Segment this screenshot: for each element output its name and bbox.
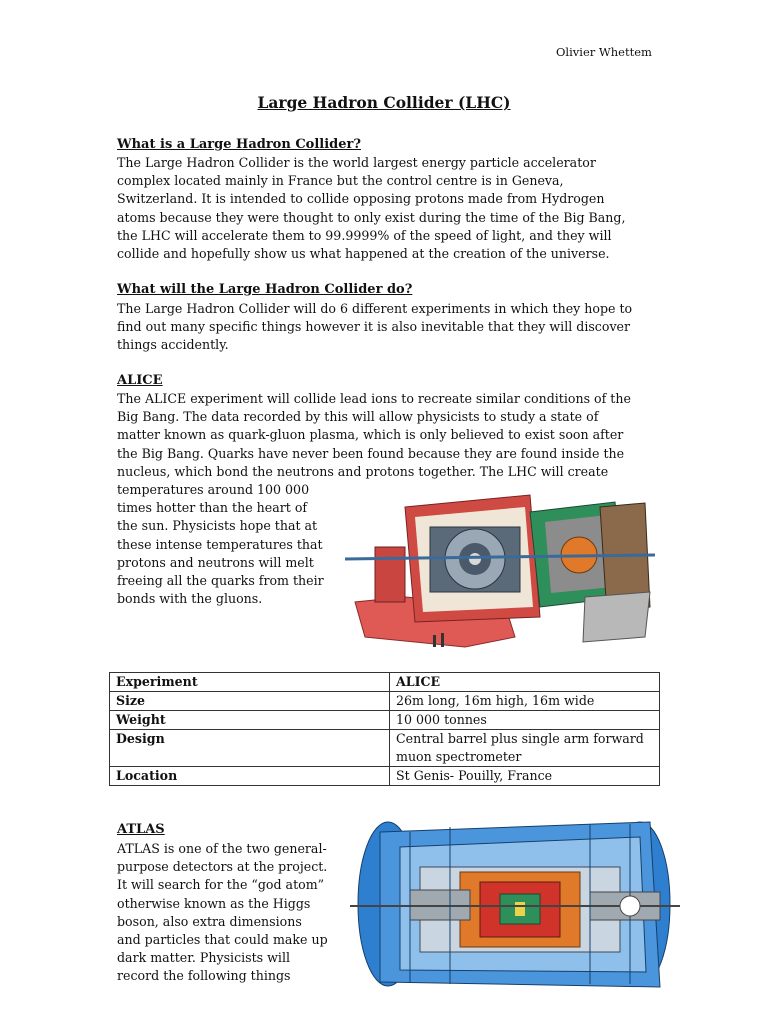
table-header-cell: ALICE: [390, 673, 660, 692]
table-header-cell: Experiment: [110, 673, 390, 692]
text-line: times hotter than the heart of: [117, 500, 308, 516]
table-row: [110, 767, 660, 786]
text-line: It will search for the “god atom”: [117, 877, 325, 893]
table-cell-value: St Genis- Pouilly, France: [390, 767, 660, 786]
text-line: ATLAS is one of the two general-: [117, 841, 327, 856]
text-line: matter known as quark-gluon plasma, which is only believed to exist soon after: [117, 427, 624, 443]
text-line: The Large Hadron Collider is the world largest energy particle accelerator: [117, 155, 596, 170]
text-line: purpose detectors at the project.: [117, 859, 328, 875]
text-line: things accidently.: [117, 337, 229, 353]
text-line: Big Bang. The data recorded by this will allow physicists to study a state of: [117, 409, 599, 425]
heading-what-is: What is a Large Hadron Collider?: [117, 137, 361, 152]
heading-what-will: What will the Large Hadron Collider do?: [117, 282, 413, 297]
text-line: and particles that could make up: [117, 932, 328, 948]
author-name: Olivier Whettem: [556, 45, 652, 59]
text-line: otherwise known as the Higgs: [117, 895, 311, 911]
text-line: the Big Bang. Quarks have never been found because they are found inside the: [117, 445, 625, 461]
table-cell-label: Location: [110, 767, 390, 786]
text-line: nucleus, which bond the neutrons and protons together. The LHC will create: [117, 463, 609, 479]
text-line: Switzerland. It is intended to collide opposing protons made from Hydrogen: [117, 191, 605, 207]
text-line: dark matter. Physicists will: [117, 950, 291, 966]
table-cell-label: Weight: [110, 711, 390, 730]
text-line: these intense temperatures that: [117, 536, 323, 552]
text-line: the sun. Physicists hope that at: [117, 518, 318, 534]
text-line: freeing all the quarks from their: [117, 573, 324, 589]
table-cell-label: Size: [110, 692, 390, 711]
text-line: The Large Hadron Collider will do 6 different experiments in which they hope to: [117, 301, 633, 316]
experiment-table: [109, 672, 660, 786]
text-line: temperatures around 100 000: [117, 482, 310, 497]
table-row: [110, 692, 660, 711]
table-cell-label: Design: [110, 730, 390, 767]
text-line: find out many specific things however it is also inevitable that they will discover: [117, 319, 631, 335]
table-row: [110, 730, 660, 767]
paragraph-alice: [117, 390, 631, 481]
paragraph-atlas: [117, 840, 328, 986]
text-line: the LHC will accelerate them to 99.9999% of the speed of light, and they will: [117, 227, 612, 243]
table-cell-value: 26m long, 16m high, 16m wide: [390, 692, 660, 711]
paragraph-what-is: [117, 154, 626, 263]
text-line: collide and hopefully show us what happened at the creation of the universe.: [117, 246, 610, 262]
atlas-detector-image: [350, 812, 680, 997]
text-line: record the following things: [117, 968, 291, 984]
heading-atlas: ATLAS: [117, 822, 165, 837]
text-line: The ALICE experiment will collide lead ions to recreate similar conditions of the: [117, 391, 631, 406]
text-line: bonds with the gluons.: [117, 591, 263, 607]
text-line: protons and neutrons will melt: [117, 554, 314, 570]
text-line: atoms because they were thought to only exist during the time of the Big Bang,: [117, 209, 626, 225]
table-cell-value: Central barrel plus single arm forward muon spectrometer: [390, 730, 660, 767]
alice-detector-image: [345, 487, 655, 662]
text-line: boson, also extra dimensions: [117, 913, 302, 929]
table-header-row: [110, 673, 660, 692]
text-line: complex located mainly in France but the control centre is in Geneva,: [117, 173, 564, 189]
table-row: [110, 711, 660, 730]
paragraph-what-will: [117, 300, 632, 355]
document-title: Large Hadron Collider (LHC): [257, 93, 511, 112]
paragraph-alice-wrap: [117, 481, 324, 608]
table-cell-value: 10 000 tonnes: [390, 711, 660, 730]
heading-alice: ALICE: [117, 373, 163, 388]
